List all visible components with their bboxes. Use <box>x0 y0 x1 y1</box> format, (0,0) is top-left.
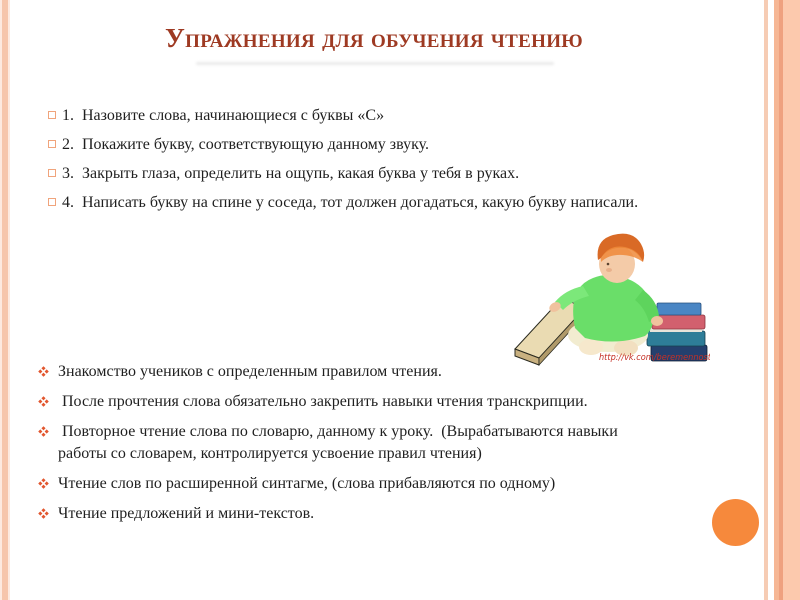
baby-nose <box>606 268 612 272</box>
right-border-stripes <box>764 0 800 600</box>
list-item <box>46 104 646 127</box>
list-item <box>36 503 664 525</box>
diamond-bullet-icon <box>38 478 49 489</box>
left-border-stripe <box>0 0 10 600</box>
list-item-text: Знакомство учеников с определенным правилом чтения. <box>58 363 442 380</box>
diamond-bullet-icon <box>38 426 49 437</box>
list-item-text: 2. Покажите букву, соответствующую данному звуку. <box>62 136 430 153</box>
list-item <box>36 421 664 465</box>
list-item-text: Чтение слов по расширенной синтагме, (слова прибавляются по одному) <box>58 475 556 492</box>
slide-title: Упражнения для обучения чтению <box>165 23 583 53</box>
list-item-text: После прочтения слова обязательно закрепить навыки чтения транскрипции. <box>58 393 588 410</box>
list-item <box>46 191 646 214</box>
watermark-text: http://vk.com/beremennost <box>599 353 710 363</box>
diamond-bullet-icon <box>38 396 49 407</box>
exercise-list <box>46 104 646 220</box>
list-item-text: Чтение предложений и мини-текстов. <box>58 505 315 522</box>
diamond-bullet-icon <box>38 366 49 377</box>
baby-with-books-image <box>505 228 710 368</box>
list-item-text: 1. Назовите слова, начинающиеся с буквы «С» <box>62 107 385 124</box>
baby-right-hand <box>651 316 663 326</box>
list-item-text: 4. Написать букву на спине у соседа, тот должен догадаться, какую букву написали. <box>62 194 639 211</box>
diamond-bullet-icon <box>38 508 49 519</box>
square-bullet-icon <box>48 169 56 177</box>
square-bullet-icon <box>48 140 56 148</box>
baby-eye <box>607 263 610 266</box>
square-bullet-icon <box>48 198 56 206</box>
list-item <box>36 361 664 383</box>
list-item <box>46 162 646 185</box>
list-item-text: Повторное чтение слова по словарю, данному к уроку. (Вырабатываются навыки работы со словарем, контролируется усвоение правил чтения) <box>58 423 622 462</box>
list-item <box>46 133 646 156</box>
square-bullet-icon <box>48 111 56 119</box>
list-item <box>36 473 664 495</box>
list-item <box>36 391 664 413</box>
title-shadow-line <box>196 62 554 65</box>
method-list <box>36 361 664 533</box>
list-item-text: 3. Закрыть глаза, определить на ощупь, какая буква у тебя в руках. <box>62 165 520 182</box>
baby-shirt <box>573 275 653 342</box>
orange-circle-decoration <box>712 499 759 546</box>
